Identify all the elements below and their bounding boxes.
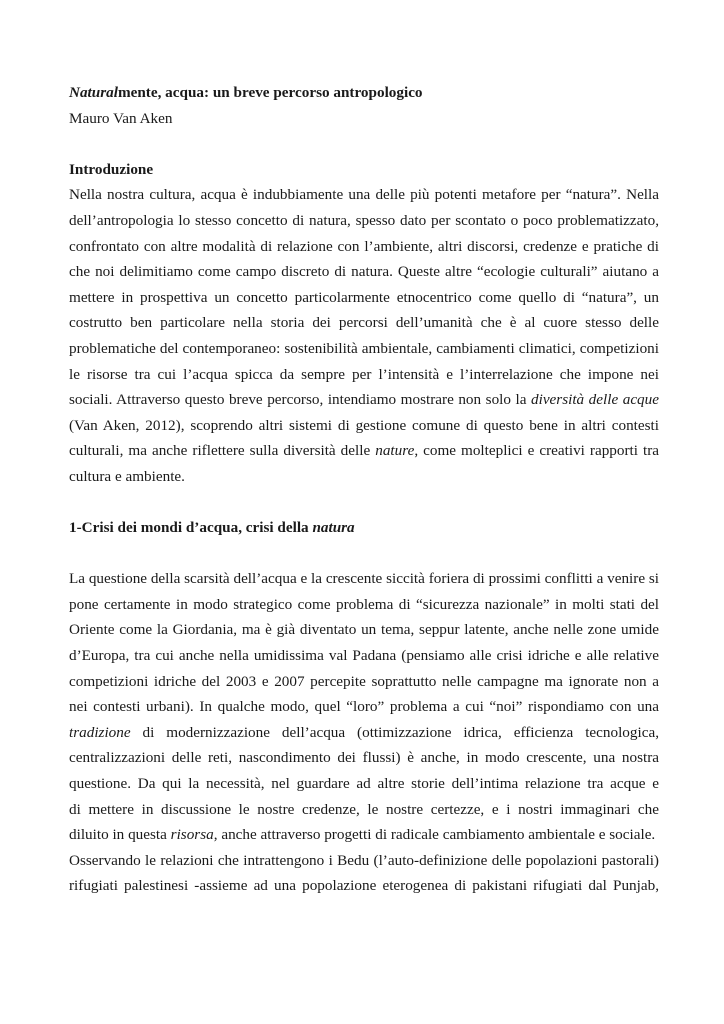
section1-line: centralizzazioni delle reti, nascondimento dei flussi) è anche, in modo crescente, una nostra [69, 749, 659, 767]
document-page [69, 80, 659, 899]
intro-line: costrutto ben particolare nella storia dei percorsi dell’umanità che è al cuore stesso delle [69, 314, 659, 332]
section1-italic: risorsa [170, 826, 214, 844]
section1-line: rifugiati palestinesi -assieme ad una popolazione eterogenea di pakistani rifugiati dal Punjab, [69, 877, 659, 895]
intro-italic: diversità delle acque [531, 391, 659, 409]
intro-text: , come molteplici e creativi rapporti tra [414, 442, 659, 460]
intro-heading: Introduzione [69, 160, 154, 178]
section1-line [69, 822, 659, 848]
section1-text: , anche attraverso progetti di radicale cambiamento ambientale e sociale. [213, 826, 656, 844]
intro-line [69, 387, 659, 413]
section1-line: competizioni idriche del 2003 e 2007 percepite soprattutto nelle campagne ma ignorate non a [69, 672, 659, 690]
intro-line: problematiche del contemporaneo: sostenibilità ambientale, cambiamenti climatici, competizioni [69, 339, 659, 357]
section1-heading-italic: natura [312, 519, 355, 537]
intro-line: cultura e ambiente. [69, 467, 185, 485]
section1-line: di mettere in discussione le nostre credenze, le nostre certezze, e i nostri immaginari che [69, 800, 659, 818]
section1-heading [69, 515, 659, 541]
document-title [69, 80, 659, 106]
section1-line: questione. Da qui la necessità, nel guardare ad altre storie dell’intima relazione tra acque e [69, 775, 659, 793]
intro-text: culturali, ma anche riflettere sulla diversità delle [69, 442, 371, 460]
section1-line: Osservando le relazioni che intrattengono i Bedu (l’auto-definizione delle popolazioni pastorali) [69, 851, 659, 869]
section1-heading-text: 1-Crisi dei mondi d’acqua, crisi della [69, 519, 313, 537]
intro-line: mettere in prospettiva un concetto particolarmente etnocentrico come quello di “natura”, un [69, 288, 659, 306]
intro-line: che noi delimitiamo come campo discreto di natura. Queste altre “ecologie culturali” aiutano a [69, 263, 659, 281]
intro-text: sociali. Attraverso questo breve percorso, intendiamo mostrare non solo la [69, 391, 527, 409]
section1-line: nei contesti urbani). In qualche modo, quel “loro” problema a cui “noi” rispondiamo con una [69, 698, 659, 716]
section1-italic: tradizione [69, 723, 131, 741]
intro-italic: nature [375, 442, 415, 460]
section1-text: diluito in questa [69, 826, 167, 844]
section1-line: La questione della scarsità dell’acqua e la crescente siccità foriera di prossimi conflitti a venire si [69, 570, 659, 588]
author-name: Mauro Van Aken [69, 109, 173, 127]
section1-line: Oriente come la Giordania, ma è già diventato un tema, seppur latente, anche nelle zone umide [69, 621, 659, 639]
section1-line [69, 720, 659, 746]
intro-line: confrontato con altre modalità di relazione con l’ambiente, altri discorsi, credenze e pratiche di [69, 237, 659, 255]
section1-text: di modernizzazione dell’acqua (ottimizzazione idrica, efficienza tecnologica, [142, 723, 659, 741]
title-rest: mente, acqua: un breve percorso antropologico [117, 84, 423, 101]
intro-line: dell’antropologia lo stesso concetto di natura, spesso dato per scontato o poco problematizzato, [69, 211, 659, 229]
intro-line [69, 438, 659, 464]
intro-line: (Van Aken, 2012), scoprendo altri sistemi di gestione comune di questo bene in altri contesti [69, 416, 659, 434]
intro-line: le risorse tra cui l’acqua spicca da sempre per l’intensità e l’interrelazione che impone nei [69, 365, 659, 383]
intro-line: Nella nostra cultura, acqua è indubbiamente una delle più potenti metafore per “natura”. Nella [69, 186, 659, 204]
section1-line: d’Europa, tra cui anche nella umidissima val Padana (pensiamo alle crisi idriche e alle relative [69, 647, 659, 665]
title-italic: Natural [69, 84, 118, 101]
section1-line: pone certamente in modo strategico come problema di “sicurezza nazionale” in molti stati del [69, 595, 659, 613]
